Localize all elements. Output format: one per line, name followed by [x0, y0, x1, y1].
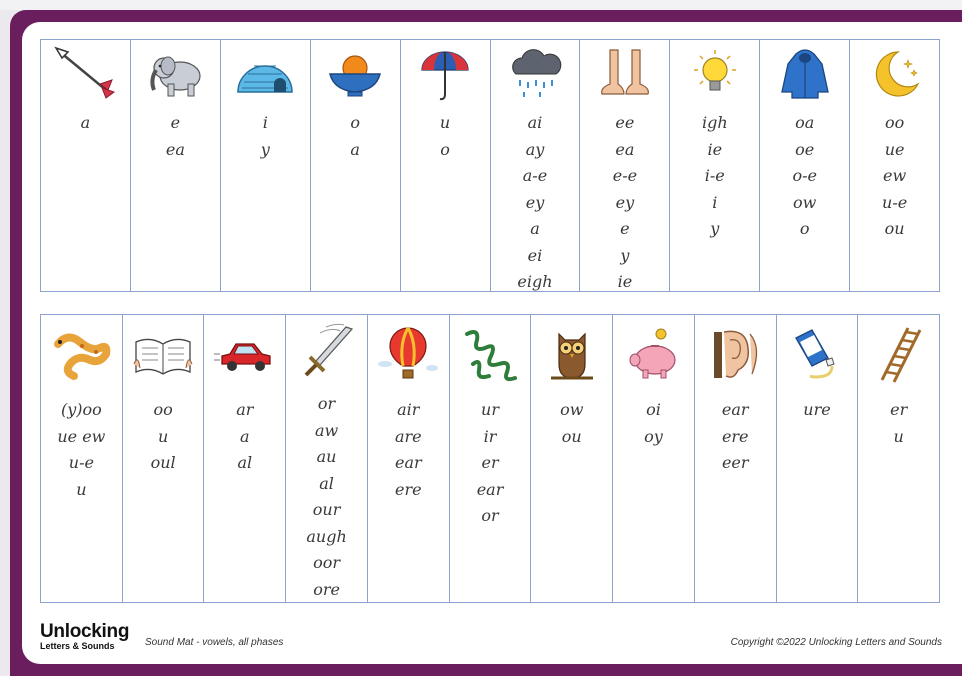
spelling-list	[477, 397, 504, 530]
sound-cell-lizard	[41, 315, 123, 602]
arrow-icon	[54, 44, 116, 106]
sound-cell-arrow	[41, 40, 131, 291]
spelling: ir	[483, 426, 497, 446]
spelling: o	[350, 113, 360, 132]
spelling: oor	[313, 553, 341, 572]
spelling: eigh	[517, 272, 553, 291]
spelling-list	[81, 110, 91, 137]
sound-cell-rain	[491, 40, 581, 291]
sound-cell-orange	[311, 40, 401, 291]
spelling: ore	[313, 579, 340, 599]
spelling: or	[317, 394, 336, 413]
spelling: ee	[615, 113, 635, 132]
spelling-list	[395, 397, 422, 503]
sound-cell-book	[123, 315, 205, 602]
spelling-list	[261, 110, 270, 163]
spelling: or	[481, 506, 499, 525]
spelling: oe	[795, 139, 815, 159]
moon-icon	[864, 44, 926, 106]
spelling-list	[890, 397, 907, 450]
spelling: a	[530, 219, 540, 238]
sound-cell-igloo	[221, 40, 311, 291]
spelling: u	[439, 113, 451, 132]
spelling-list	[803, 397, 830, 424]
spelling: i	[262, 113, 268, 132]
spelling-list	[722, 397, 749, 477]
spelling: ere	[395, 479, 422, 499]
spelling: al	[237, 453, 253, 472]
spelling: u-e	[68, 453, 94, 472]
spelling: our	[312, 500, 341, 519]
spelling: oy	[644, 426, 663, 446]
spelling-list	[644, 397, 663, 450]
spelling-list	[306, 391, 346, 602]
spelling: ou	[561, 426, 582, 446]
spelling: i	[712, 192, 718, 212]
hot-air-balloon-icon	[377, 321, 439, 389]
logo-title: Unlocking	[40, 621, 130, 642]
spelling: ei	[527, 245, 543, 265]
squiggle-icon	[459, 321, 521, 389]
spelling: ar	[236, 400, 254, 419]
sound-cell-umbrella	[401, 40, 491, 291]
spelling: u	[893, 426, 904, 446]
feet-icon	[594, 44, 656, 106]
spelling: a	[350, 139, 360, 159]
spelling: ou	[884, 219, 905, 238]
spelling: ear	[394, 453, 422, 472]
sound-cell-glue	[777, 315, 859, 602]
spelling-list	[151, 397, 176, 477]
spelling: u	[157, 426, 169, 446]
vowel-row-1	[40, 39, 940, 292]
ear-icon	[704, 321, 766, 389]
sound-cell-sword	[286, 315, 368, 602]
spelling: a	[80, 113, 91, 132]
spelling: oo	[884, 113, 905, 132]
spelling: ai	[527, 113, 543, 132]
spelling: er	[890, 400, 908, 419]
sound-cell-car	[204, 315, 286, 602]
sound-cell-ear	[695, 315, 777, 602]
spelling-list	[166, 110, 185, 163]
sound-cell-feet	[580, 40, 670, 291]
spelling: ear	[476, 479, 504, 499]
spelling-list	[560, 397, 583, 450]
coat-icon	[774, 44, 836, 106]
spelling: ere	[721, 426, 749, 446]
spelling: u-e	[882, 192, 908, 212]
spelling-list	[792, 110, 817, 243]
glue-icon	[786, 321, 848, 389]
spelling: u	[76, 479, 87, 499]
spelling: ie	[617, 272, 633, 291]
lizard-icon	[50, 321, 112, 389]
spelling: a-e	[522, 166, 548, 185]
spelling: eer	[721, 453, 749, 472]
spelling: ear	[721, 400, 749, 419]
spelling: ea	[165, 139, 185, 159]
piggy-bank-icon	[623, 321, 685, 389]
ladder-icon	[868, 321, 930, 389]
spelling: aw	[314, 420, 339, 440]
sound-cell-squiggle	[450, 315, 532, 602]
owl-icon	[541, 321, 603, 389]
spelling: ue ew	[57, 426, 106, 446]
spelling-list	[57, 397, 105, 503]
spelling: igh	[701, 113, 728, 132]
spelling: e-e	[612, 166, 638, 185]
orange-icon	[324, 44, 386, 106]
vowel-row-2	[40, 314, 940, 603]
spelling: air	[397, 400, 420, 419]
spelling: oul	[150, 453, 176, 472]
sword-icon	[296, 321, 358, 383]
sound-cell-balloon	[368, 315, 450, 602]
spelling-list	[882, 110, 907, 243]
spelling: al	[319, 473, 334, 493]
spelling: ey	[525, 192, 545, 212]
umbrella-icon	[414, 44, 476, 106]
sound-cell-coat	[760, 40, 850, 291]
spelling: oi	[646, 400, 661, 419]
elephant-icon	[144, 44, 206, 106]
sound-cell-light	[670, 40, 760, 291]
logo-subtitle: Letters & Sounds	[40, 641, 115, 651]
spelling: ie	[707, 139, 723, 159]
spelling: (y)oo	[60, 400, 102, 419]
spelling: o	[799, 219, 810, 238]
sound-cell-ladder	[858, 315, 939, 602]
spelling: a	[240, 426, 250, 446]
spelling-list	[702, 110, 728, 243]
spelling: augh	[306, 526, 347, 546]
spelling: ey	[615, 192, 635, 212]
spelling: er	[481, 453, 499, 472]
sound-cell-pig	[613, 315, 695, 602]
spelling: o-e	[792, 166, 817, 185]
top-bar	[0, 0, 962, 10]
spelling: e	[620, 219, 630, 238]
mat-caption: Sound Mat - vowels, all phases	[145, 637, 284, 648]
spelling: y	[260, 139, 270, 159]
spelling: ew	[883, 166, 907, 185]
spelling: ow	[793, 192, 817, 212]
spelling: ea	[615, 139, 635, 159]
spelling-list	[440, 110, 450, 163]
light-bulb-icon	[684, 44, 746, 106]
sound-cell-owl	[531, 315, 613, 602]
spelling: are	[394, 426, 422, 446]
spelling: e	[170, 113, 181, 132]
spelling: oo	[153, 400, 173, 419]
brand-logo	[40, 623, 129, 651]
spelling: y	[620, 245, 630, 265]
igloo-icon	[234, 44, 296, 106]
spelling: y	[710, 219, 720, 238]
spelling: ur	[481, 400, 499, 419]
spelling: ay	[525, 139, 545, 159]
spelling: o	[440, 139, 450, 159]
sound-cell-moon	[850, 40, 939, 291]
spelling-list	[236, 397, 253, 477]
spelling: oa	[795, 113, 815, 132]
sound-cell-elephant	[131, 40, 221, 291]
spelling: ure	[803, 400, 831, 419]
spelling: ue	[884, 139, 905, 159]
spelling: i-e	[704, 166, 725, 185]
rain-cloud-icon	[504, 44, 566, 106]
spelling-list	[613, 110, 637, 291]
book-icon	[132, 321, 194, 389]
spelling-list	[517, 110, 552, 291]
spelling: au	[316, 447, 337, 466]
spelling: ow	[560, 400, 584, 419]
copyright-notice: Copyright ©2022 Unlocking Letters and Sounds	[730, 637, 942, 648]
car-icon	[214, 321, 276, 389]
spelling-list	[350, 110, 360, 163]
